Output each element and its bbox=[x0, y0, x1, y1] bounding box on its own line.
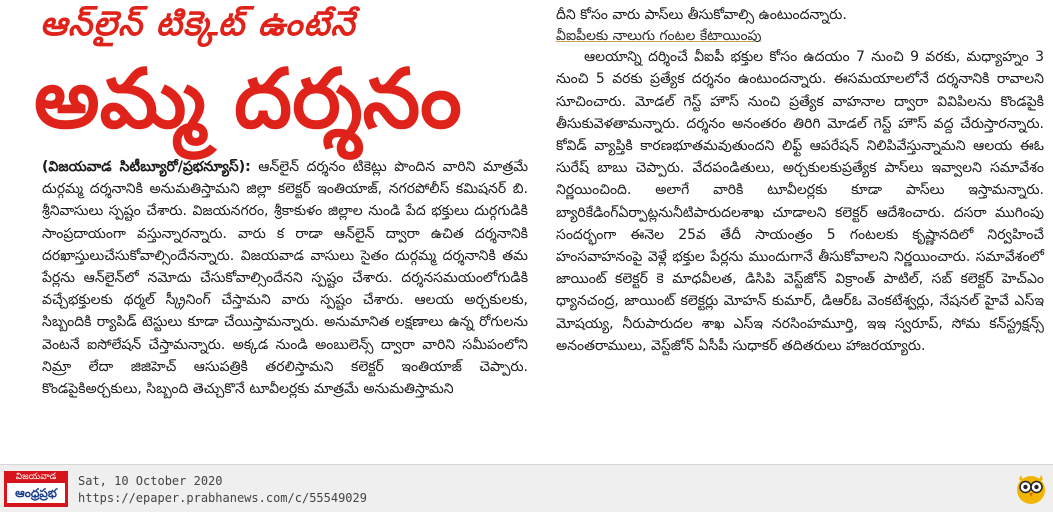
logo-wordmark: ఆంధ్రప్రభ bbox=[7, 483, 65, 503]
subheading: వీఐపీలకు నాలుగు గంటల కేటాయింపు bbox=[556, 28, 762, 45]
epaper-footer bbox=[0, 464, 1053, 512]
dateline: (విజయవాడ సిటీబ్యూరో/ప్రభన్యూస్): bbox=[42, 159, 251, 175]
left-column-text: ఆన్‌లైన్ దర్శనం టికెట్లు పొందిన వారిని మాత్రమే దుర్గమ్మ దర్శనానికి అనుమతిస్తామని జిల్లా కలెక్టర్ ఇంతియాజ్, నగరపోలీస్ కమిషనర్ బి. శ్రీనివాసులు స్పష్టం చేశారు. విజయనగరం, శ్రీకాకుళం జిల్లాల నుండి పేద భక్తులు దుర్గగుడికి సాంప్రదాయంగా వస్తున్నారన్నారు. వారు క రాడా ఆన్‌లైన్ ద్వారా ఉచిత దర్శనానికి దరఖాస్తులుచేసుకోవాల్సిందేనన్నారు. విజయవాడ వాసులు సైతం దుర్గమ్మ దర్శనానికి తమ పేర్లను ఆన్‌లైన్‌లో నమోదు చేసుకోవాల్సిందేనని స్పష్టం చేశారు. దర్శనసమయంలోగుడికి వచ్చేభక్తులకు థర్మల్ స్క్రీనింగ్ చేస్తామని వారు స్పష్టం చేశారు. ఆలయ అర్చకులకు, సిబ్బందికి ర్యాపిడ్ టెస్టులు కూడా చేయిస్తామన్నారు. అనుమానిత లక్షణాలు ఉన్న రోగులను వెంటనే ఐసోలేషన్ చేస్తామన్నారు. అక్కడ నుండి అంబులెన్స్ ద్వారా వారిని సమీపంలోని నిమ్రా లేదా జిజిహెచ్ ఆసుపత్రికి తరలిస్తామని కలెక్టర్ ఇంతియాజ్ చెప్పారు. కొండపైకిఅర్చకులు, సిబ్బంది తెచ్చుకొనే టూవీలర్లకు మాత్రమే అనుమతిస్తామని bbox=[42, 159, 529, 398]
logo-edition-label: విజయవాడ bbox=[15, 472, 57, 482]
andhra-prabha-logo[interactable] bbox=[4, 471, 68, 507]
epaper-link[interactable]: https://epaper.prabhanews.com/c/55549029 bbox=[78, 491, 367, 505]
headline-kicker: ఆన్‌లైన్ టిక్కెట్ ఉంటేనే bbox=[40, 4, 356, 44]
article-right-column bbox=[556, 4, 1044, 357]
left-column-paragraph bbox=[42, 156, 528, 400]
article-left-column bbox=[42, 156, 528, 400]
right-column-lead: దీని కోసం వారు పాస్‌లు తీసుకోవాల్సి ఉంటుందన్నారు. bbox=[556, 7, 847, 23]
owl-icon[interactable] bbox=[1014, 471, 1048, 505]
headline-main: అమ్మ దర్శనం bbox=[34, 52, 462, 147]
right-column-text: ఆలయాన్ని దర్శించే వీఐపీ భక్తుల కోసం ఉదయం 7 నుంచి 9 వరకు, మధ్యాహ్నం 3 నుంచి 5 వరకు ప్రత్యేక దర్శనం ఉంటుందన్నారు. ఈసమయాలలోనే దర్శనానికి రావాలని సూచించారు. మోడల్ గెస్ట్ హౌస్ నుంచి ప్రత్యేక వాహనాల ద్వారా వివిపిలను కొండపైకి తీసుకువెళతామన్నారు. దర్శనం అనంతరం తిరిగి మోడల్ గెస్ట్ హౌస్ వద్ద చేరుస్తారన్నారు. కోవిడ్ వ్యాప్తికి కారణభూతమవుతుందని లిఫ్ట్ ఆపరేషన్ నిలిపివేస్తున్నామని ఆలయ ఈఓ సురేష్ బాబు చెప్పారు. వేదపండితులు, అర్చకులకుప్రత్యేక పాస్‌లు ఇవ్వాలని సమావేశం నిర్ణయించింది. అలాగే వారికి టూవీలర్లకు కూడా పాస్‌లు ఇస్తామన్నారు. బ్యారికేడింగ్‌ఏర్పాట్లనునీటిపారుదలశాఖ చూడాలని కలెక్టర్ ఆదేశించారు. దసరా ముగింపు సందర్భంగా ఈనెల 25వ తేదీ సాయంత్రం 5 గంటలకు కృష్ణానదిలో నిర్వహించే హంసవాహనంపై వెళ్లే భక్తుల పేర్లను ముందుగానే తీసుకోవాలని నిర్ణయించారు. సమావేశంలో జాయింట్ కలెక్టర్ కె మాధవీలత, డిసిపి వెస్ట్‌జోన్ విక్రాంత్ పాటిల్, సబ్ కలెక్టర్ హెచ్ఎం ధ్యానచంద్ర, జాయింట్ కలెక్టర్లు మోహన్ కుమార్, డిఆర్ఓ వెంకటేశ్వర్లు, నేషనల్ హైవే ఎస్ఇ మోషయ్య, నీరుపారుదల శాఖ ఎస్ఇ నరసింహమూర్తి, ఇఇ స్వరూప్, సోమ కన్‌స్ట్రక్షన్స్ అనంతరాములు, వెస్ట్‌జోన్ ఏసీపీ సుధాకర్ తదితరులు హాజరయ్యారు. bbox=[556, 49, 1045, 354]
publication-date: Sat, 10 October 2020 bbox=[78, 474, 223, 488]
